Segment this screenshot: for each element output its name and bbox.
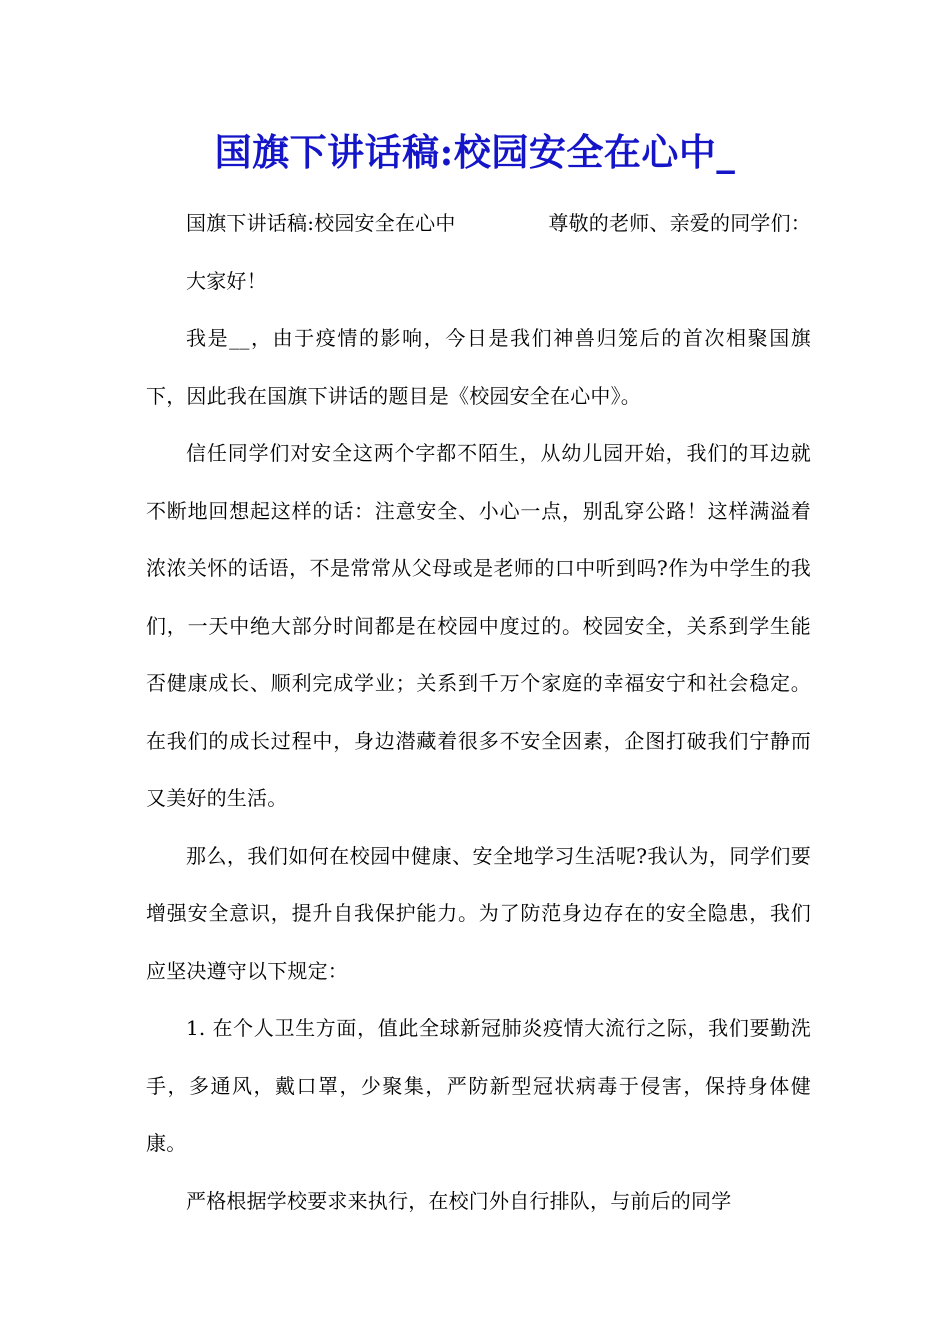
- paragraph-how-to-stay-safe: 那么，我们如何在校园中健康、安全地学习生活呢?我认为，同学们要增强安全意识，提升自我保护能力。为了防范身边存在的安全隐患，我们应坚决遵守以下规定：: [146, 843, 811, 983]
- paragraph-greeting: 大家好！: [186, 268, 267, 293]
- paragraph-rule-hygiene: 1. 在个人卫生方面，值此全球新冠肺炎疫情大流行之际，我们要勤洗手，多通风，戴口罩，少聚集，严防新型冠状病毒于侵害，保持身体健康。: [146, 1016, 811, 1155]
- document-body: [146, 195, 811, 1230]
- heading-line-right: 尊敬的老师、亲爱的同学们：: [548, 211, 811, 235]
- document-title: 国旗下讲话稿:校园安全在心中_: [214, 130, 736, 174]
- heading-line-left: 国旗下讲话稿:校园安全在心中: [186, 211, 456, 235]
- paragraph-safety-awareness: 信任同学们对安全这两个字都不陌生，从幼儿园开始，我们的耳边就不断地回想起这样的话：注意安全、小心一点，别乱穿公路！这样满溢着浓浓关怀的话语，不是常常从父母或是老师的口中听到吗?作为中学生的我们，一天中绝大部分时间都是在校园中度过的。校园安全，关系到学生能否健康成长、顺利完成学业；关系到千万个家庭的幸福安宁和社会稳定。在我们的成长过程中，身边潜藏着很多不安全因素，企图打破我们宁静而又美好的生活。: [146, 441, 811, 810]
- heading-line: [146, 195, 811, 253]
- paragraph-intro: 我是__，由于疫情的影响，今日是我们神兽归笼后的首次相聚国旗下，因此我在国旗下讲话的题目是《校园安全在心中》。: [146, 326, 811, 408]
- paragraph-queue-rule: 严格根据学校要求来执行，在校门外自行排队，与前后的同学: [186, 1188, 732, 1213]
